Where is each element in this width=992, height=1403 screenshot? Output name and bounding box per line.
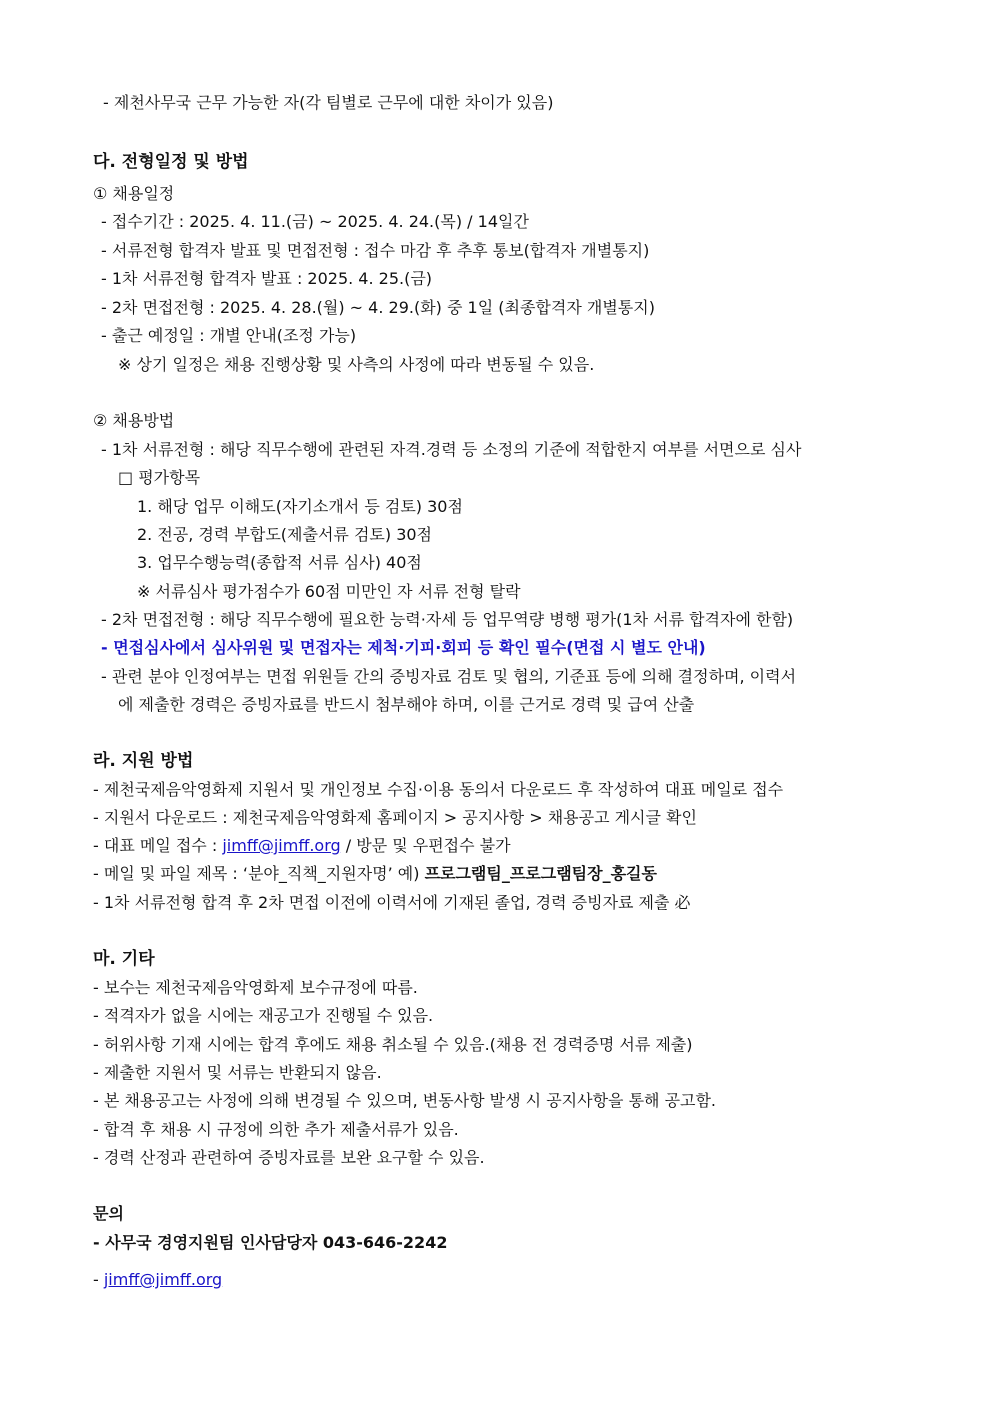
evaluation-item-3: 3. 업무수행능력(종합적 서류 심사) 40점 (137, 553, 422, 572)
schedule-line-1: - 접수기간 : 2025. 4. 11.(금) ~ 2025. 4. 24.(목) / 14일간 (101, 212, 529, 231)
etc-line-1: - 보수는 제천국제음악영화제 보수규정에 따름. (93, 978, 418, 997)
apply-line-1: - 제천국제음악영화제 지원서 및 개인정보 수집·이용 동의서 다운로드 후 작성하여 대표 메일로 접수 (93, 780, 784, 799)
section-heading-schedule: 다. 전형일정 및 방법 (93, 152, 249, 172)
apply-line-3 (93, 836, 511, 856)
evaluation-items-heading: □ 평가항목 (118, 468, 201, 487)
schedule-line-4: - 2차 면접전형 : 2025. 4. 28.(월) ~ 4. 29.(화) 중 1일 (최종합격자 개별통지) (101, 298, 655, 317)
apply-line-5: - 1차 서류전형 합격 후 2차 면접 이전에 이력서에 기재된 졸업, 경력 증빙자료 제출 必 (93, 893, 691, 912)
contact-email-link[interactable]: jimff@jimff.org (103, 1270, 223, 1289)
etc-line-7: - 경력 산정과 관련하여 증빙자료를 보완 요구할 수 있음. (93, 1148, 485, 1167)
section-heading-contact: 문의 (93, 1204, 124, 1223)
evaluation-note: ※ 서류심사 평가점수가 60점 미만인 자 서류 전형 탈락 (137, 582, 521, 601)
contact-line-2 (93, 1270, 222, 1290)
apply-line-2: - 지원서 다운로드 : 제천국제음악영화제 홈페이지 > 공지사항 > 채용공고 게시글 확인 (93, 808, 697, 827)
schedule-line-2: - 서류전형 합격자 발표 및 면접전형 : 접수 마감 후 추후 통보(합격자 개별통지) (101, 241, 650, 260)
apply-line-4-example: 프로그램팀_프로그램팀장_홍길동 (424, 864, 657, 883)
etc-line-4: - 제출한 지원서 및 서류는 반환되지 않음. (93, 1063, 382, 1082)
section-heading-etc: 마. 기타 (93, 949, 155, 969)
apply-line-4 (93, 864, 657, 884)
eligibility-line: - 제천사무국 근무 가능한 자(각 팀별로 근무에 대한 차이가 있음) (103, 93, 554, 112)
method-line-3-highlight: - 면접심사에서 심사위원 및 면접자는 제척·기피·회피 등 확인 필수(면접 시 별도 안내) (101, 638, 706, 657)
method-line-1: - 1차 서류전형 : 해당 직무수행에 관련된 자격.경력 등 소정의 기준에 적합한지 여부를 서면으로 심사 (101, 440, 802, 459)
etc-line-3: - 허위사항 기재 시에는 합격 후에도 채용 취소될 수 있음.(채용 전 경력증명 서류 제출) (93, 1035, 693, 1054)
method-line-4a: - 관련 분야 인정여부는 면접 위원들 간의 증빙자료 검토 및 협의, 기준표 등에 의해 결정하며, 이력서 (101, 667, 797, 686)
email-link[interactable]: jimff@jimff.org (222, 836, 341, 855)
apply-line-3-prefix: - 대표 메일 접수 : (93, 836, 223, 855)
apply-line-3-suffix: / 방문 및 우편접수 불가 (340, 836, 511, 855)
etc-line-2: - 적격자가 없을 시에는 재공고가 진행될 수 있음. (93, 1006, 434, 1025)
subheading-schedule: ① 채용일정 (93, 184, 175, 203)
schedule-note: ※ 상기 일정은 채용 진행상황 및 사측의 사정에 따라 변동될 수 있음. (118, 355, 595, 374)
section-heading-apply: 라. 지원 방법 (93, 751, 194, 771)
etc-line-6: - 합격 후 채용 시 규정에 의한 추가 제출서류가 있음. (93, 1120, 459, 1139)
method-line-2: - 2차 면접전형 : 해당 직무수행에 필요한 능력·자세 등 업무역량 병행 평가(1차 서류 합격자에 한함) (101, 610, 794, 629)
method-line-4b: 에 제출한 경력은 증빙자료를 반드시 첨부해야 하며, 이를 근거로 경력 및 급여 산출 (118, 695, 695, 714)
subheading-method: ② 채용방법 (93, 411, 175, 430)
evaluation-item-2: 2. 전공, 경력 부합도(제출서류 검토) 30점 (137, 525, 433, 544)
etc-line-5: - 본 채용공고는 사정에 의해 변경될 수 있으며, 변동사항 발생 시 공지사항을 통해 공고함. (93, 1091, 717, 1110)
schedule-line-3: - 1차 서류전형 합격자 발표 : 2025. 4. 25.(금) (101, 269, 433, 288)
apply-line-4-prefix: - 메일 및 파일 제목 : ‘분야_직책_지원자명’ 예) (93, 864, 425, 883)
schedule-line-5: - 출근 예정일 : 개별 안내(조정 가능) (101, 326, 357, 345)
contact-line-1: - 사무국 경영지원팀 인사담당자 043-646-2242 (93, 1233, 448, 1252)
evaluation-item-1: 1. 해당 업무 이해도(자기소개서 등 검토) 30점 (137, 497, 463, 516)
contact-line-2-prefix: - (93, 1270, 104, 1289)
